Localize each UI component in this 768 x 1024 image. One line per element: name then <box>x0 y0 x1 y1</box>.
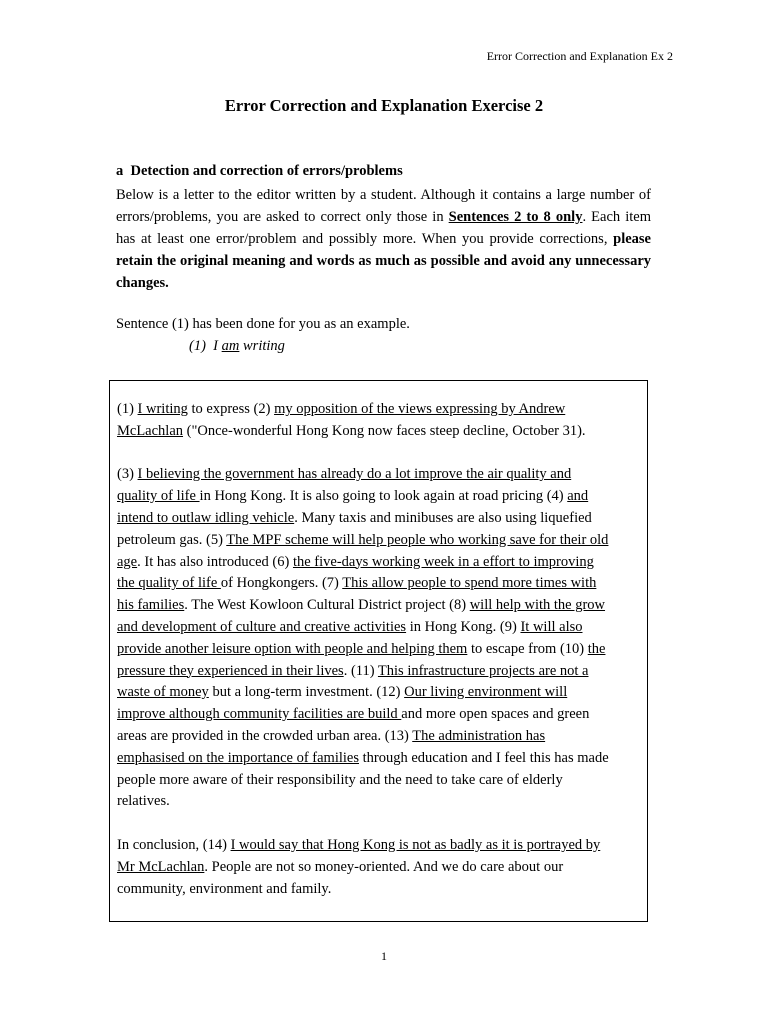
letter-text <box>117 399 642 900</box>
underlined-error-segment: provide another leisure option with people and helping them <box>117 640 468 657</box>
underlined-error-segment: Our living environment will <box>404 684 568 701</box>
letter-line <box>117 661 642 683</box>
letter-line <box>117 682 642 704</box>
letter-segment: ("Once-wonderful Hong Kong now faces steep decline, October 31). <box>183 422 586 439</box>
underlined-error-segment: the five-days working week in a effort to improving <box>292 553 594 570</box>
underlined-error-segment: improve although community facilities are build <box>117 706 402 723</box>
letter-segment: in Hong Kong. It is also going to look again at road pricing (4) <box>199 488 568 505</box>
underlined-error-segment: will help with the grow <box>469 597 606 614</box>
letter-line <box>117 552 642 574</box>
underlined-error-segment: The administration has <box>412 727 546 744</box>
page-number: 1 <box>381 949 387 963</box>
underlined-error-segment: I would say that Hong Kong is not as badly as it is portrayed by <box>230 836 601 853</box>
underlined-error-segment: emphasised on the importance of families <box>117 749 359 766</box>
underlined-error-segment: my opposition of the views expressing by Andrew <box>274 401 566 417</box>
letter-segment: and more open spaces and green <box>401 706 590 723</box>
section-heading-text: Detection and correction of errors/problems <box>130 163 403 179</box>
instructions-text-1: Below is a letter to the editor written by a student. Although it contains a large number of errors/problems, you are asked to correct only those in <box>116 187 651 225</box>
running-header: Error Correction and Explanation Ex 2 <box>486 49 673 63</box>
underlined-error-segment: Mr McLachlan <box>117 858 205 875</box>
underlined-error-segment: the <box>587 640 606 657</box>
example-rest: writing <box>243 338 285 354</box>
example-answer <box>189 338 285 355</box>
letter-segment: In conclusion, (14) <box>117 836 231 853</box>
underlined-error-segment: waste of money <box>117 684 209 701</box>
letter-segment: to express (2) <box>187 401 275 417</box>
letter-line <box>117 617 642 639</box>
letter-segment: people more aware of their responsibility and the need to take care of elderly <box>117 771 563 788</box>
letter-segment: relatives. <box>117 793 170 810</box>
letter-segment: petroleum gas. (5) <box>117 531 227 548</box>
letter-line <box>117 857 642 879</box>
instructions-paragraph <box>116 184 651 294</box>
page-title: Error Correction and Explanation Exercise 2 <box>224 96 544 115</box>
instructions-text-2: . Each item has at least one error/problem and possibly more. When you provide corrections, <box>116 209 651 247</box>
letter-segment: but a long-term investment. (12) <box>208 684 405 701</box>
underlined-error-segment: and <box>567 488 589 505</box>
underlined-error-segment: This allow people to spend more times with <box>342 575 597 592</box>
underlined-error-segment: age <box>117 553 138 570</box>
letter-segment: areas are provided in the crowded urban area. (13) <box>117 727 413 744</box>
underlined-error-segment: his families <box>117 597 185 614</box>
underlined-error-segment: the quality of life <box>117 575 221 592</box>
letter-line <box>117 464 642 486</box>
letter-segment: to escape from (10) <box>467 640 588 657</box>
letter-segment: through education and I feel this has made <box>359 749 609 766</box>
letter-line <box>117 879 642 901</box>
underlined-error-segment: pressure they experienced in their lives <box>117 662 344 679</box>
example-number: (1) <box>189 338 206 354</box>
letter-blank-line <box>117 813 642 835</box>
letter-line <box>117 726 642 748</box>
letter-segment: . Many taxis and minibuses are also using liquefied <box>294 509 592 526</box>
letter-segment: . It has also introduced (6) <box>137 553 293 570</box>
letter-line <box>117 595 642 617</box>
letter-line <box>117 835 642 857</box>
underlined-error-segment: This infrastructure projects are not a <box>377 662 589 679</box>
underlined-error-segment: quality of life <box>117 488 200 505</box>
underlined-error-segment: McLachlan <box>117 422 184 439</box>
letter-line <box>117 704 642 726</box>
letter-box <box>109 380 648 922</box>
letter-line <box>117 573 642 595</box>
letter-line <box>117 530 642 552</box>
letter-blank-line <box>117 443 642 465</box>
letter-line <box>117 770 642 792</box>
underlined-error-segment: The MPF scheme will help people who working save for their old <box>226 531 609 548</box>
letter-line <box>117 791 642 813</box>
letter-segment: . People are not so money-oriented. And we do care about our <box>204 858 564 875</box>
section-label: a <box>116 163 124 179</box>
underlined-error-segment: intend to outlaw idling vehicle <box>117 509 295 526</box>
underlined-error-segment: I believing the government has already do a lot improve the air quality and <box>137 466 572 483</box>
example-note: Sentence (1) has been done for you as an example. <box>116 316 410 332</box>
letter-line <box>117 486 642 508</box>
letter-line <box>117 508 642 530</box>
letter-line <box>117 748 642 770</box>
underlined-error-segment: It will also <box>520 618 583 635</box>
letter-line <box>117 421 642 443</box>
underlined-error-segment: and development of culture and creative activities <box>117 618 407 635</box>
section-heading <box>116 163 403 180</box>
example-verb: am <box>221 338 240 354</box>
letter-line <box>117 399 642 421</box>
letter-segment: of Hongkongers. (7) <box>220 575 343 592</box>
letter-line <box>117 639 642 661</box>
instructions-bold: please retain the original meaning and words as much as possible and avoid any unnecessary changes. <box>116 231 651 291</box>
letter-segment: in Hong Kong. (9) <box>406 618 521 635</box>
letter-segment: . (11) <box>343 662 378 679</box>
instructions-emphasis: Sentences 2 to 8 only <box>448 209 583 225</box>
letter-segment: (1) <box>117 401 138 417</box>
underlined-error-segment: I writing <box>137 401 188 417</box>
letter-segment: . The West Kowloon Cultural District project (8) <box>184 597 470 614</box>
example-subject: I <box>213 338 219 354</box>
letter-segment: community, environment and family. <box>117 880 332 897</box>
letter-segment: (3) <box>117 466 138 483</box>
